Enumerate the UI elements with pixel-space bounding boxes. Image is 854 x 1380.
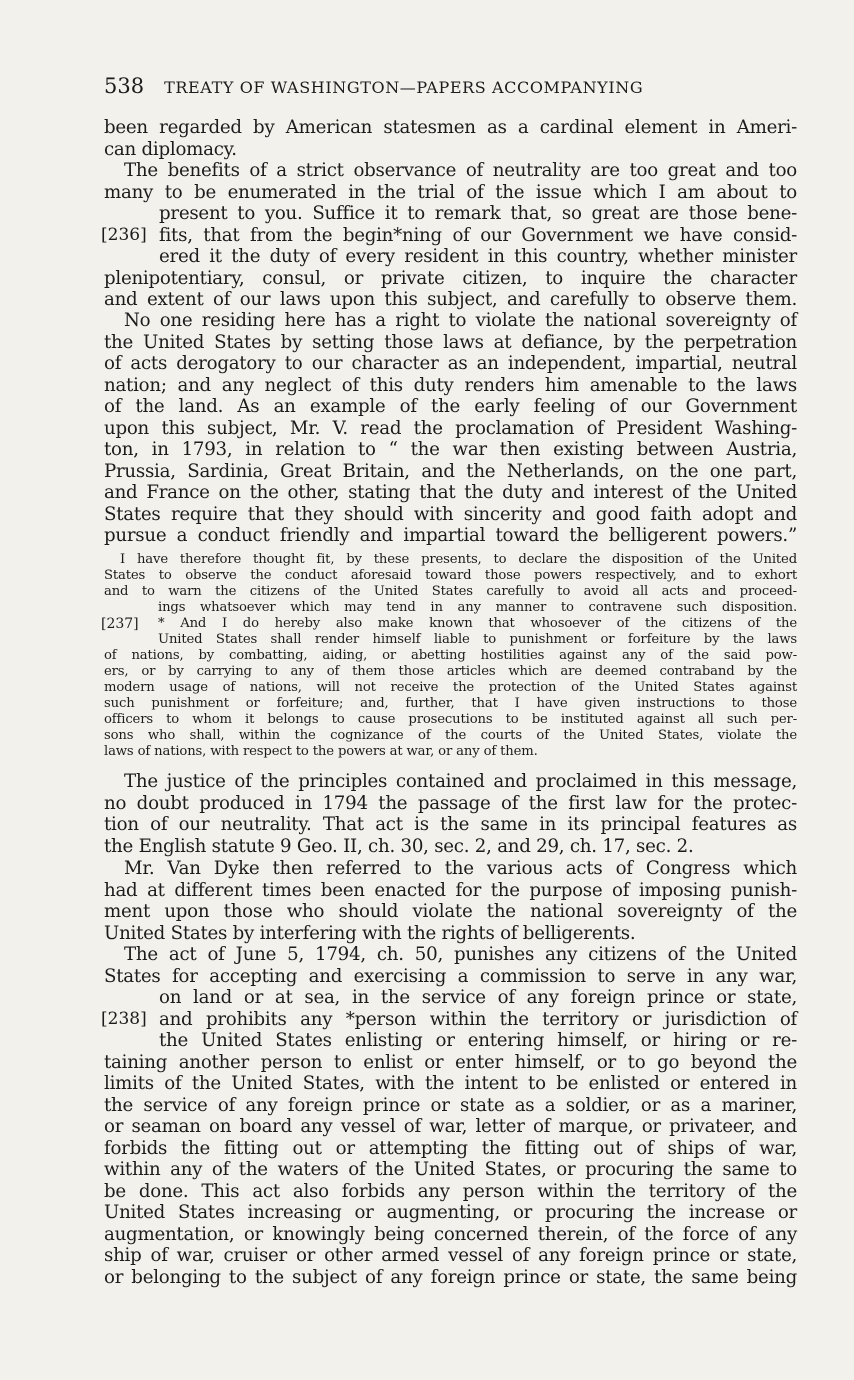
text-line: No one residing here has a right to violate the national sovereignty of [124, 310, 797, 331]
text-line: ered it the duty of every resident in this country, whether minister [159, 246, 797, 267]
text-line: or seaman on board any vessel of war, letter of marque, or privateer, and [104, 1116, 797, 1137]
text-line: upon this subject, Mr. V. read the proclamation of President Washing- [104, 417, 797, 439]
text-line: Prussia, Sardinia, Great Britain, and the Netherlands, on the one part, [104, 460, 797, 482]
quote-line: ings whatsoever which may tend in any manner to contravene such disposition. [158, 600, 797, 615]
quote-line: I have therefore thought fit, by these presents, to declare the disposition of the United [120, 552, 797, 567]
text-line: had at different times been enacted for the purpose of imposing punish- [104, 879, 797, 901]
text-line: Mr. Van Dyke then referred to the various acts of Congress which [124, 858, 797, 879]
quote-line: laws of nations, with respect to the powers at war, or any of them. [104, 744, 538, 759]
text-line: limits of the United States, with the intent to be enlisted or entered in [104, 1073, 797, 1094]
quote-line: sons who shall, within the cognizance of the courts of the United States, violate the [104, 728, 797, 743]
text-line: The benefits of a strict observance of neutrality are too great and too [124, 160, 797, 181]
text-line: and extent of our laws upon this subject, and carefully to observe them. [104, 289, 797, 310]
margin-page-ref: [238] [101, 1008, 147, 1029]
text-line: fits, that from the begin*ning of our Government we have consid- [159, 224, 797, 246]
text-line: the service of any foreign prince or state as a soldier, or as a mariner, [104, 1094, 797, 1116]
text-line: no doubt produced in 1794 the passage of the first law for the protec- [104, 792, 797, 814]
quote-line: modern usage of nations, will not receive the protection of the United States against [104, 680, 797, 695]
text-line: many to be enumerated in the trial of the issue which I am about to [104, 181, 797, 203]
paragraph-justice-of-principles [104, 771, 797, 857]
paragraph-benefits-of-neutrality [101, 160, 797, 311]
quote-line: officers to whom it belongs to cause prosecutions to be instituted against all such per- [104, 712, 797, 727]
text-line: and France on the other, stating that the duty and interest of the United [104, 482, 797, 503]
paragraph-act-of-1794 [101, 944, 797, 1288]
text-line: present to you. Suffice it to remark that, so great are those bene- [159, 203, 797, 224]
quote-line: such punishment or forfeiture; and, further, that I have given instructions to those [104, 696, 797, 711]
text-line: forbids the fitting out or attempting the fitting out of ships of war, [104, 1137, 797, 1159]
paragraph-continuation [104, 117, 797, 160]
quote-line: * And I do hereby also make known that whosoever of the citizens of the [158, 616, 797, 631]
paragraph-van-dyke [104, 858, 797, 944]
text-line: ship of war, cruiser or other armed vessel of any foreign prince or state, [104, 1245, 797, 1266]
paragraph-sovereignty [104, 310, 797, 547]
text-line: plenipotentiary, consul, or private citizen, to inquire the character [104, 267, 797, 289]
proclamation-quote [101, 552, 797, 760]
text-line: tion of our neutrality. That act is the same in its principal features as [104, 814, 797, 835]
text-line: States require that they should with sincerity and good faith adopt and [104, 503, 797, 525]
quote-line: United States shall render himself liable to punishment or forfeiture by the laws [158, 632, 797, 647]
quote-line: of nations, by combatting, aiding, or abetting hostilities against any of the said pow- [104, 648, 797, 663]
text-line: The justice of the principles contained and proclaimed in this message, [124, 771, 797, 792]
text-line: nation; and any neglect of this duty renders him amenable to the laws [104, 374, 797, 396]
text-line: taining another person to enlist or enter himself, or to go beyond the [104, 1051, 797, 1073]
text-line: pursue a conduct friendly and impartial toward the belligerent powers.” [104, 525, 797, 546]
text-line: within any of the waters of the United States, or procuring the same to [104, 1159, 797, 1180]
text-line: be done. This act also forbids any person within the territory of the [104, 1180, 797, 1202]
quote-line: ers, or by carrying to any of them those articles which are deemed contraband by the [104, 664, 797, 679]
running-title: TREATY OF WASHINGTON—PAPERS ACCOMPANYING [164, 78, 644, 97]
text-line: on land or at sea, in the service of any foreign prince or state, [159, 987, 797, 1008]
quote-line: and to warn the citizens of the United States carefully to avoid all acts and proceed- [104, 584, 797, 599]
text-line: and prohibits any *person within the territory or jurisdiction of [159, 1008, 797, 1030]
text-line: of the land. As an example of the early feeling of our Government [104, 396, 797, 417]
margin-page-ref: [237] [101, 616, 139, 632]
text-line: the United States enlisting or entering himself, or hiring or re- [159, 1030, 797, 1051]
text-line: The act of June 5, 1794, ch. 50, punishes any citizens of the United [124, 944, 797, 965]
page-header [104, 74, 719, 98]
text-line: the United States by setting those laws at defiance, by the perpetration [104, 331, 797, 353]
quote-line: States to observe the conduct aforesaid toward those powers respectively, and to exhort [104, 568, 797, 583]
text-line: ton, in 1793, in relation to “ the war then existing between Austria, [104, 439, 797, 460]
text-line: been regarded by American statesmen as a cardinal element in Ameri- [104, 117, 797, 138]
text-line: augmentation, or knowingly being concerned therein, of the force of any [104, 1223, 797, 1245]
text-line: or belonging to the subject of any foreign prince or state, the same being [104, 1266, 797, 1288]
text-line: United States increasing or augmenting, or procuring the increase or [104, 1202, 797, 1223]
text-line: ment upon those who should violate the national sovereignty of the [104, 901, 797, 922]
text-line: the English statute 9 Geo. II, ch. 30, sec. 2, and 29, ch. 17, sec. 2. [104, 835, 694, 857]
text-line: of acts derogatory to our character as an independent, impartial, neutral [104, 353, 797, 374]
text-line: can diplomacy. [104, 138, 237, 160]
text-line: States for accepting and exercising a commission to serve in any war, [104, 965, 797, 987]
page-number: 538 [104, 74, 145, 98]
margin-page-ref: [236] [101, 224, 147, 245]
text-line: United States by interfering with the rights of belligerents. [104, 922, 636, 944]
